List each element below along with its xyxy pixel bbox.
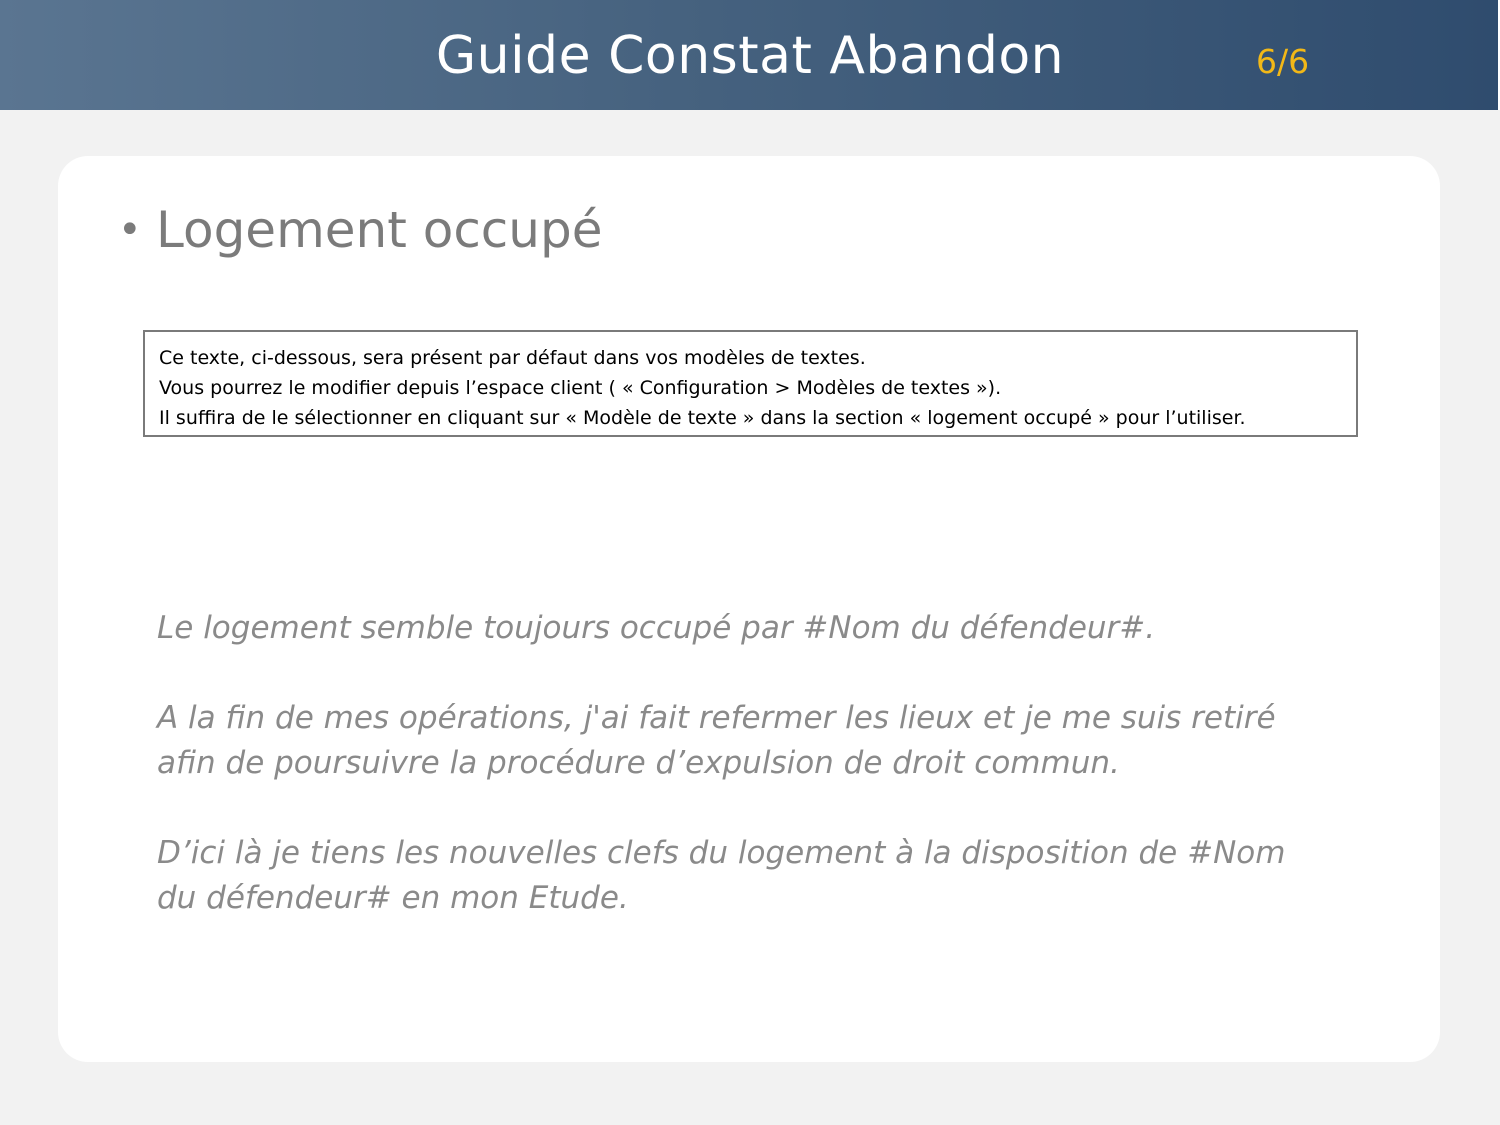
header-bar	[0, 0, 1500, 110]
page-counter: 6/6	[1256, 42, 1310, 81]
content-card	[58, 156, 1440, 1062]
template-paragraph: D’ici là je tiens les nouvelles clefs du logement à la disposition de #Nom du défendeur# en mon Etude.	[157, 835, 1286, 916]
info-box	[143, 330, 1358, 437]
template-text	[157, 606, 1327, 966]
page-title: Guide Constat Abandon	[435, 26, 1065, 86]
template-paragraph: A la fin de mes opérations, j'ai fait refermer les lieux et je me suis retiré afin de poursuivre la procédure d’expulsion de droit commun.	[157, 700, 1276, 781]
section-heading	[118, 200, 602, 260]
info-line: Ce texte, ci-dessous, sera présent par défaut dans vos modèles de textes.	[159, 347, 866, 369]
bullet-icon: •	[118, 207, 142, 253]
section-heading-label: Logement occupé	[156, 201, 603, 259]
info-line: Vous pourrez le modifier depuis l’espace client ( « Configuration > Modèles de textes »).	[159, 377, 1002, 399]
template-paragraph: Le logement semble toujours occupé par #Nom du défendeur#.	[157, 610, 1156, 646]
info-line: Il suffira de le sélectionner en cliquant sur « Modèle de texte » dans la section « logement occupé » pour l’utiliser.	[159, 407, 1246, 429]
